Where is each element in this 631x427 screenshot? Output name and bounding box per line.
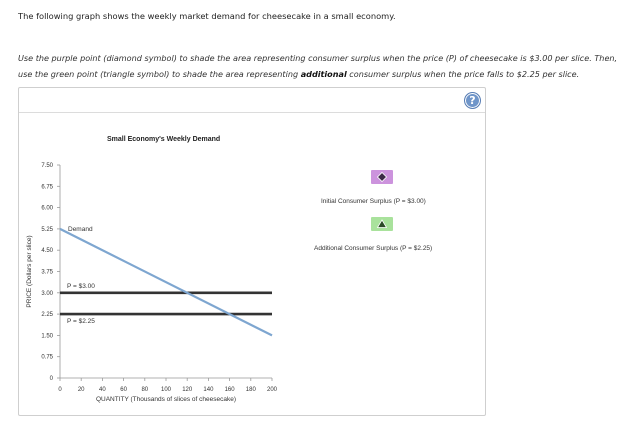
triangle-tool[interactable]: [371, 217, 393, 231]
legend-label-initial: Initial Consumer Surplus (P = $3.00): [321, 198, 426, 205]
demand-label: Demand: [68, 225, 93, 233]
diamond-tool[interactable]: [371, 170, 393, 184]
y-tick-label: 5.25: [41, 226, 53, 233]
y-tick-label: 7.50: [41, 163, 53, 169]
y-tick-label: 6.00: [41, 205, 53, 212]
intro-text: The following graph shows the weekly market demand for cheesecake in a small economy.: [18, 11, 396, 21]
diamond-icon: [371, 170, 393, 184]
graph-panel: [18, 87, 486, 416]
x-tick-label: 0: [58, 387, 62, 393]
y-tick-label: 6.75: [41, 184, 53, 191]
instructions-bold: additional: [300, 69, 347, 79]
instructions-text: [18, 50, 623, 82]
x-tick-label: 20: [77, 387, 85, 393]
triangle-icon: [371, 217, 393, 231]
instructions-part1: Use the purple point (diamond symbol) to shade the area representing consumer surplus when the price (P) of cheesecake is $3.00 per slice. Then, use the green point (triangle symbol) to shade the area representing: [18, 53, 618, 79]
x-tick-label: 120: [182, 387, 193, 393]
y-axis-title: PRICE (Dollars per slice): [26, 235, 33, 308]
price-label-225: P = $2.25: [67, 318, 95, 326]
instructions-part2: consumer surplus when the price falls to $2.25 per slice.: [346, 69, 580, 79]
price-label-300: P = $3.00: [67, 282, 95, 290]
x-axis-title: QUANTITY (Thousands of slices of cheesecake): [95, 396, 237, 403]
y-tick-label: 4.50: [41, 248, 53, 255]
x-tick-label: 40: [99, 387, 106, 393]
y-tick-label: 3.00: [41, 290, 53, 297]
x-tick-label: 160: [224, 387, 235, 393]
x-tick-label: 60: [120, 387, 127, 393]
x-tick-label: 80: [141, 387, 149, 393]
chart-title: Small Economy's Weekly Demand: [107, 136, 221, 143]
y-tick-label: 3.75: [41, 269, 53, 276]
y-tick-label: 2.25: [41, 312, 53, 319]
y-tick-label: 1.50: [41, 333, 53, 340]
x-tick-label: 180: [245, 387, 256, 393]
x-tick-label: 100: [160, 387, 172, 393]
y-tick-label: 0: [49, 376, 53, 382]
x-tick-label: 200: [266, 387, 278, 393]
x-tick-label: 140: [203, 387, 214, 393]
y-tick-label: 0.75: [41, 354, 53, 361]
help-icon[interactable]: ?: [464, 92, 481, 109]
legend-label-additional: Additional Consumer Surplus (P = $2.25): [314, 245, 433, 252]
